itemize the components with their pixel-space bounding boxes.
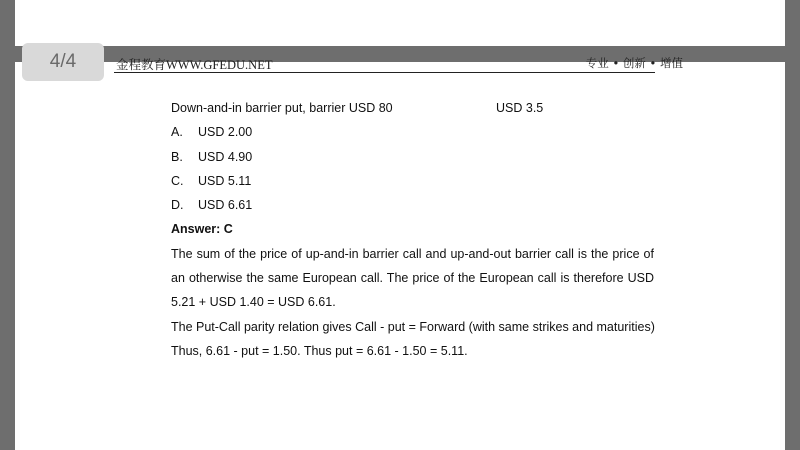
header-divider	[114, 72, 655, 73]
explanation-parity-line: The Put-Call parity relation gives Call - put = Forward (with same strikes and maturities)	[171, 319, 655, 334]
header-brand: 金程教育WWW.GFEDU.NET	[116, 58, 273, 72]
option-a	[171, 120, 654, 144]
option-text: USD 5.11	[198, 173, 252, 188]
option-letter: C.	[171, 173, 184, 188]
question-row-value: USD 3.5	[496, 101, 544, 115]
option-d	[171, 193, 654, 217]
header-slogan: 专业 • 创新 • 增值	[585, 56, 683, 70]
option-letter: B.	[171, 149, 183, 164]
option-letter: D.	[171, 198, 184, 213]
option-c	[171, 169, 654, 193]
option-text: USD 4.90	[198, 149, 253, 164]
previous-page	[15, 0, 785, 46]
option-b	[171, 145, 654, 169]
option-text: USD 2.00	[198, 125, 253, 140]
option-letter: A.	[171, 125, 183, 140]
page-indicator: 4/4	[22, 43, 104, 81]
option-text: USD 6.61	[198, 198, 253, 213]
question-row-label: Down-and-in barrier put, barrier USD 80	[171, 101, 393, 115]
question-content	[171, 96, 654, 363]
explanation-result-line: Thus, 6.61 - put = 1.50. Thus put = 6.61 - 1.50 = 5.11.	[171, 343, 468, 358]
question-row	[171, 96, 654, 120]
answer-label: Answer: C	[171, 222, 233, 237]
explanation-paragraph: The sum of the price of up-and-in barrier call and up-and-out barrier call is the price of an otherwise the same European call. The price of the European call is therefore USD 5.21 + USD 1.40 = USD 6.61.	[171, 246, 654, 310]
